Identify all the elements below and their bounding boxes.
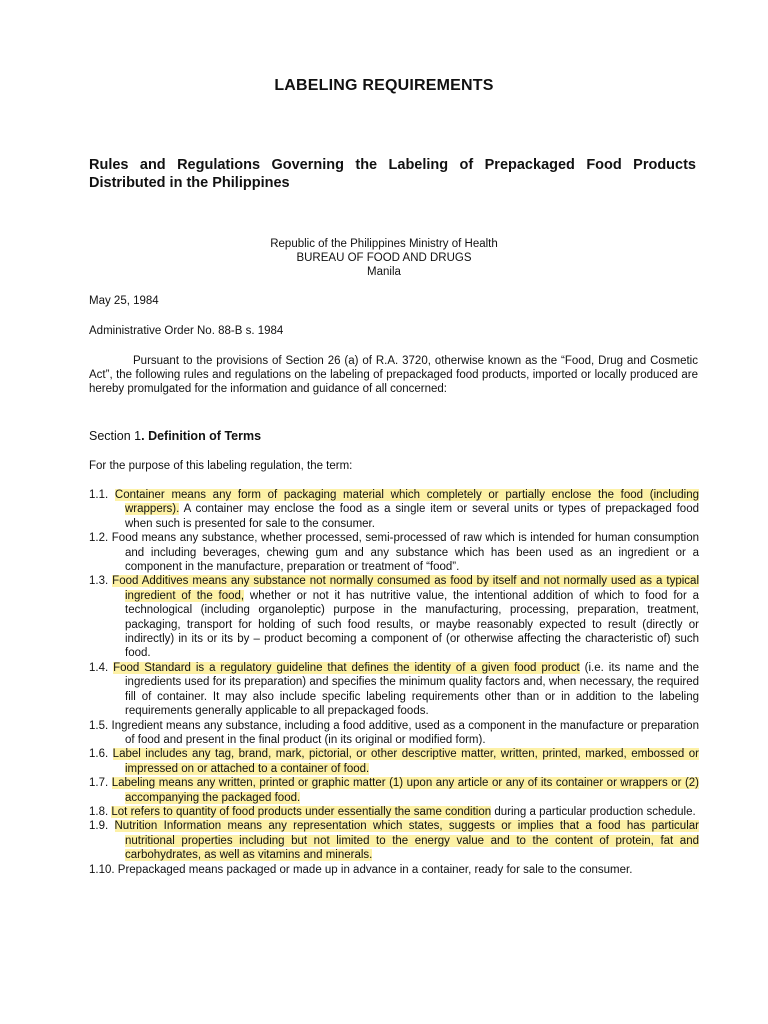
section-title: . Definition of Terms — [141, 429, 262, 443]
definition-item — [89, 776, 699, 805]
definition-item — [89, 661, 699, 719]
header-line-bureau: BUREAU OF FOOD AND DRUGS — [296, 252, 472, 264]
definition-number: 1.8. — [89, 805, 112, 818]
definition-item — [89, 805, 699, 819]
administrative-order: Administrative Order No. 88-B s. 1984 — [89, 325, 284, 337]
section-prefix: Section 1 — [89, 429, 142, 443]
purpose-statement: For the purpose of this labeling regulation, the term: — [89, 460, 353, 472]
document-title: LABELING REQUIREMENTS — [274, 77, 494, 94]
document-date: May 25, 1984 — [89, 295, 159, 307]
definition-number: 1.1. — [89, 489, 115, 501]
definition-highlighted-text: Labeling means any written, printed or graphic matter (1) upon any article or any of its container or wrappers or (2) accompanying the packaged food. — [111, 777, 699, 804]
header-line-city: Manila — [367, 266, 401, 278]
definition-highlighted-text: Food Standard is a regulatory guideline that defines the identity of a given food product — [113, 661, 580, 674]
definition-item — [89, 747, 699, 776]
definition-text: whether or not it has nutritive value, the intentional addition of which to food for a technological (including organoleptic) purpose in the manufacturing, processing, preparation, treatment, packaging, transport for holding of such food results, or maybe reasonably expected to result (directly or indirectly) in its or its by – product becoming a component of (or otherwise affecting the characteristic of) such food. — [125, 589, 699, 660]
definition-text: Ingredient means any substance, including a food additive, used as a component in the manufacture or preparation of food and present in the final product (in its original or modified form). — [111, 719, 699, 746]
definition-highlighted-text: Food Additives means any substance not normally consumed as food by itself and not normally used as a typical ingredient of the food, — [112, 575, 699, 602]
definition-number: 1.4. — [89, 661, 114, 674]
definition-item — [89, 488, 699, 531]
section-heading — [89, 429, 261, 443]
header-line-ministry: Republic of the Philippines Ministry of Health — [270, 238, 498, 250]
definition-highlighted-text: Label includes any tag, brand, mark, pictorial, or other descriptive matter, written, printed, marked, embossed or impressed on or attached to a container of food. — [112, 748, 699, 775]
definition-number: 1.2. — [89, 532, 112, 545]
definition-number: 1.10. — [89, 863, 118, 876]
definition-item — [89, 574, 699, 660]
definition-highlighted-text: Lot refers to quantity of food products under essentially the same condition — [111, 805, 492, 818]
definition-text: during a particular production schedule. — [491, 805, 696, 818]
definition-number: 1.9. — [89, 820, 115, 833]
document-subtitle: Rules and Regulations Governing the Labeling of Prepackaged Food Products Distributed in the Philippines — [89, 157, 696, 191]
definition-item — [89, 863, 699, 877]
definition-number: 1.6. — [89, 748, 113, 761]
definition-highlighted-text: Nutrition Information means any representation which states, suggests or implies that a food has particular nutritional properties including but not limited to the energy value and to the content of protein, fat and carbohydrates, as well as vitamins and minerals. — [114, 820, 699, 862]
definition-item — [89, 719, 699, 748]
definition-text: Food means any substance, whether processed, semi-processed of raw which is intended for human consumption and including beverages, chewing gum and any substance which has been used as an ingredient or a component in the manufacture, preparation or treatment of “food”. — [111, 532, 699, 574]
intro-paragraph: Pursuant to the provisions of Section 26 (a) of R.A. 3720, otherwise known as the “Food, Drug and Cosmetic Act”, the following rules and regulations on the labeling of prepackaged food products, imported or locally produced are hereby promulgated for the information and guidance of all concerned: — [89, 355, 698, 395]
definition-text: Prepackaged means packaged or made up in advance in a container, ready for sale to the consumer. — [117, 863, 633, 876]
definition-highlighted-text: Container means any form of packaging material which completely or partially enclose the food (including wrappers). — [114, 489, 699, 516]
definition-text: (i.e. its name and the ingredients used for its preparation) and specifies the minimum quality factors and, when necessary, the required fill of container. It may also include specific labeling requirements other than or in addition to the labeling requirements generally applicable to all prepackaged foods. — [125, 661, 699, 718]
definition-item — [89, 819, 699, 862]
definition-number: 1.3. — [89, 575, 113, 588]
definition-number: 1.5. — [89, 719, 112, 732]
definition-text: A container may enclose the food as a single item or several units or types of prepackaged food when such is presented for sale to the consumer. — [125, 503, 699, 530]
definition-item — [89, 531, 699, 574]
definitions-list — [89, 488, 699, 877]
definition-number: 1.7. — [89, 777, 112, 790]
